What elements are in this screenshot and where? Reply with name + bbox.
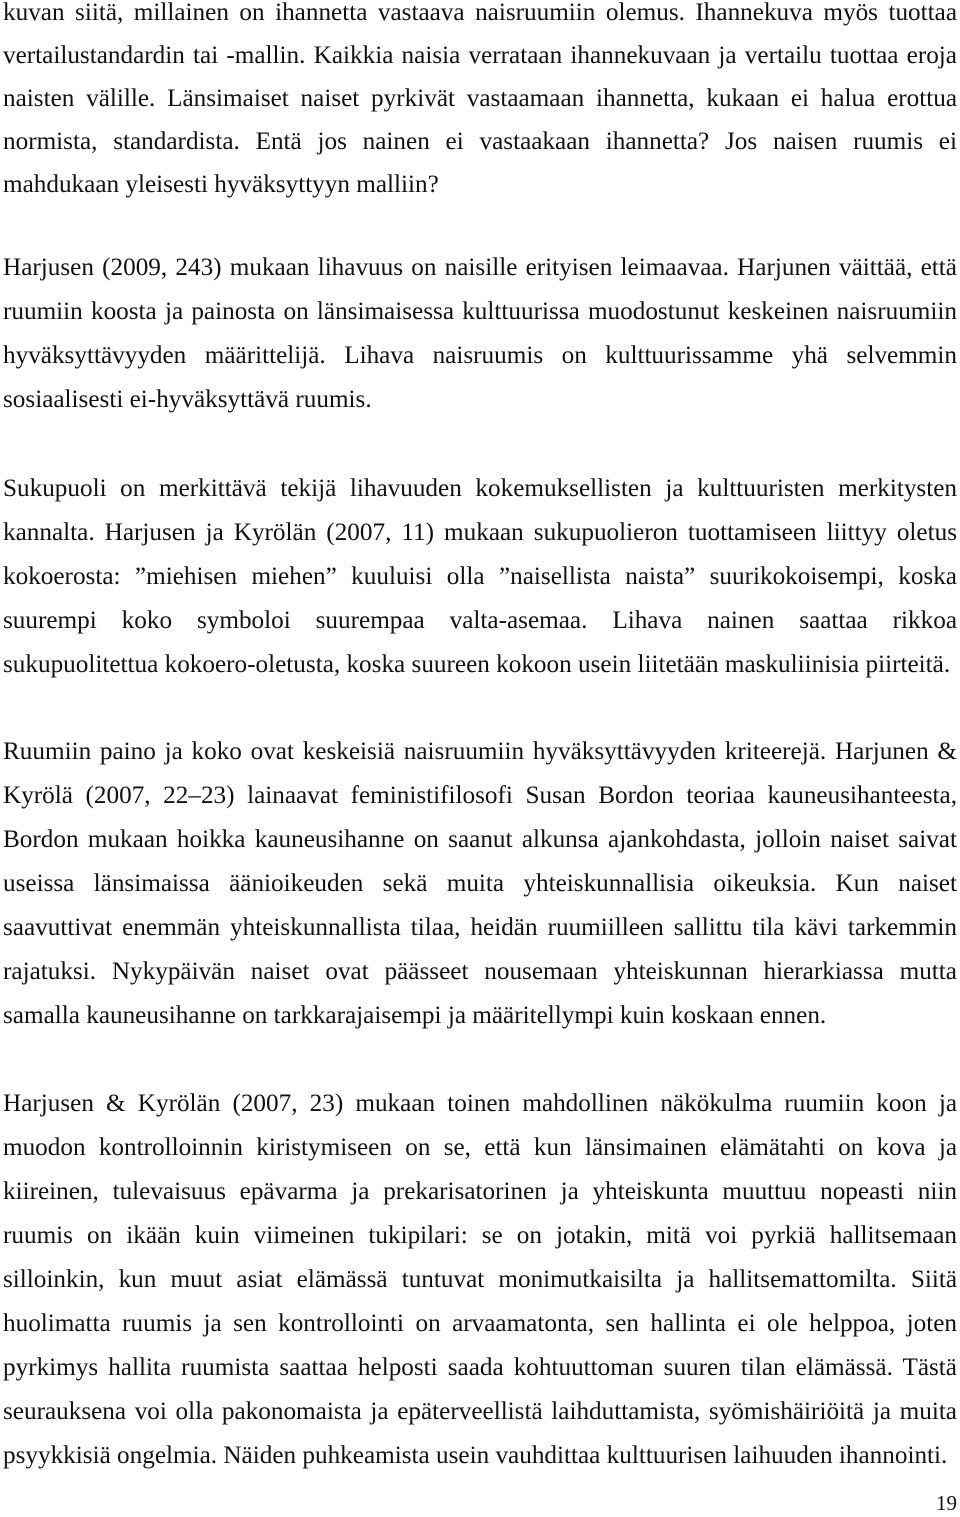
text-line: ruumis on ikään kuin viimeinen tukipilari: se on jotakin, mitä voi pyrkiä hallitsemaan	[3, 1222, 957, 1249]
text-line: kokoerosta: ”miehisen miehen” kuuluisi olla ”naisellista naista” suurikokoisempi, koska	[3, 563, 957, 590]
text-line: Ruumiin paino ja koko ovat keskeisiä naisruumiin hyväksyttävyyden kriteerejä. Harjunen &	[3, 738, 957, 765]
text-line: kannalta. Harjusen ja Kyrölän (2007, 11) mukaan sukupuolieron tuottamiseen liittyy oletus	[3, 519, 957, 546]
text-line: Harjusen & Kyrölän (2007, 23) mukaan toinen mahdollinen näkökulma ruumiin koon ja	[3, 1090, 957, 1117]
text-line: saavuttivat enemmän yhteiskunnallista tilaa, heidän ruumiilleen sallittu tila kävi tarkemmin	[3, 914, 957, 941]
text-line: mahdukaan yleisesti hyväksyttyyn malliin?	[3, 171, 439, 198]
text-line: normista, standardista. Entä jos nainen ei vastaakaan ihannetta? Jos naisen ruumis ei	[3, 128, 957, 155]
text-line: rajatuksi. Nykypäivän naiset ovat päässeet nousemaan yhteiskunnan hierarkiassa mutta	[3, 958, 957, 985]
text-line: Harjusen (2009, 243) mukaan lihavuus on naisille erityisen leimaavaa. Harjunen väittää, että	[3, 254, 957, 281]
text-line: naisten välille. Länsimaiset naiset pyrkivät vastaamaan ihannetta, kukaan ei halua erottua	[3, 85, 957, 112]
text-line: sosiaalisesti ei-hyväksyttävä ruumis.	[3, 386, 372, 413]
text-line: ruumiin koosta ja painosta on länsimaisessa kulttuurissa muodostunut keskeinen naisruumiin	[3, 298, 957, 325]
paragraph	[3, 730, 957, 1038]
paragraph	[3, 467, 957, 687]
page-number: 19	[936, 1491, 957, 1515]
text-line: useissa länsimaissa äänioikeuden sekä muita yhteiskunnallisia oikeuksia. Kun naiset	[3, 870, 957, 897]
text-line: samalla kauneusihanne on tarkkarajaisempi ja määritellympi kuin koskaan ennen.	[3, 1002, 827, 1029]
text-line: Kyrölä (2007, 22–23) lainaavat feministifilosofi Susan Bordon teoriaa kauneusihanteesta,	[3, 782, 957, 809]
text-line: Bordon mukaan hoikka kauneusihanne on saanut alkunsa ajankohdasta, jolloin naiset saivat	[3, 826, 957, 853]
text-line: Sukupuoli on merkittävä tekijä lihavuuden kokemuksellisten ja kulttuuristen merkitysten	[3, 475, 957, 502]
text-line: silloinkin, kun muut asiat elämässä tuntuvat monimutkaisilta ja hallitsemattomilta. Siitä	[3, 1266, 957, 1293]
paragraph	[3, 246, 957, 422]
text-line: kiireinen, tulevaisuus epävarma ja prekarisatorinen ja yhteiskunta muuttuu nopeasti niin	[3, 1178, 957, 1205]
text-line: pyrkimys hallita ruumista saattaa helposti saada kohtuuttoman suuren tilan elämässä. Tästä	[3, 1354, 957, 1381]
text-line: suurempi koko symboloi suurempaa valta-asemaa. Lihava nainen saattaa rikkoa	[3, 607, 957, 634]
text-line: psyykkisiä ongelmia. Näiden puhkeamista usein vauhdittaa kulttuurisen laihuuden ihannointi.	[3, 1442, 948, 1469]
paragraph	[3, 1082, 957, 1478]
text-line: kuvan siitä, millainen on ihannetta vastaava naisruumiin olemus. Ihannekuva myös tuottaa	[3, 0, 957, 26]
text-line: vertailustandardin tai -mallin. Kaikkia naisia verrataan ihannekuvaan ja vertailu tuottaa eroja	[3, 42, 957, 69]
text-line: muodon kontrolloinnin kiristymiseen on se, että kun länsimainen elämätahti on kova ja	[3, 1134, 957, 1161]
text-line: sukupuolitettua kokoero-oletusta, koska suureen kokoon usein liitetään maskuliinisia piirteitä.	[3, 651, 951, 678]
text-line: hyväksyttävyyden määrittelijä. Lihava naisruumis on kulttuurissamme yhä selvemmin	[3, 342, 957, 369]
paragraph	[3, 0, 957, 206]
text-line: seurauksena voi olla pakonomaista ja epäterveellistä laihduttamista, syömishäiriöitä ja muita	[3, 1398, 957, 1425]
text-line: huolimatta ruumis ja sen kontrollointi on arvaamatonta, sen hallinta ei ole helppoa, joten	[3, 1310, 957, 1337]
